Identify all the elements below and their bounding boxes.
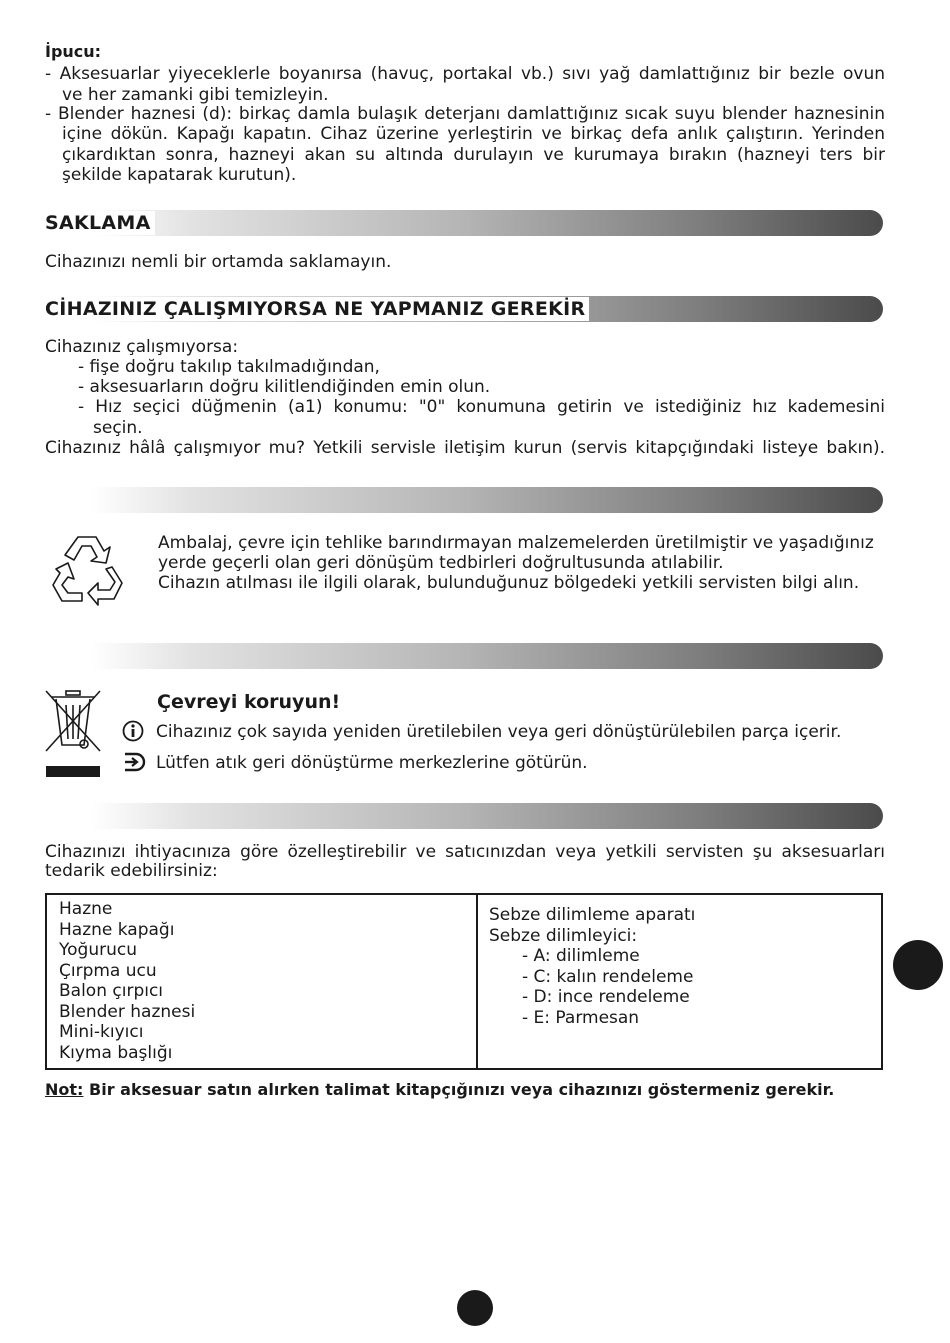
troubleshoot-item-2: - aksesuarların doğru kilitlendiğinden emin olun. xyxy=(78,377,491,397)
accessory-item: Sebze dilimleyici: xyxy=(489,925,638,946)
recycle-icon xyxy=(48,533,128,607)
troubleshoot-intro: Cihazınız çalışmıyorsa: xyxy=(45,337,239,357)
note xyxy=(45,1080,834,1100)
info-text: Cihazınız çok sayıda yeniden üretilebilen veya geri dönüştürülebilen parça içerir. xyxy=(156,722,842,742)
tip-item-2-line-4: şekilde kapatarak kurutun). xyxy=(62,165,297,185)
accessory-subitem: - A: dilimleme xyxy=(522,946,640,966)
accessories-right-cell xyxy=(477,894,882,1069)
tip-item-1-line-2: ve her zamanki gibi temizleyin. xyxy=(62,85,329,105)
accessory-item: Sebze dilimleme aparatı xyxy=(489,905,696,925)
accessory-item: Balon çırpıcı xyxy=(59,981,164,1001)
accessory-item: Hazne kapağı xyxy=(59,919,175,940)
section-bar-environment xyxy=(40,643,883,669)
storage-heading: SAKLAMA xyxy=(45,211,155,235)
troubleshoot-heading: CİHAZINIZ ÇALIŞMIYORSA NE YAPMANIZ GEREKİR xyxy=(45,297,589,321)
crossed-bin-icon xyxy=(44,689,104,779)
tip-title: İpucu: xyxy=(45,42,102,61)
section-bar-packaging xyxy=(40,487,883,513)
accessory-item: Çırpma ucu xyxy=(59,960,157,981)
troubleshoot-outro: Cihazınız hâlâ çalışmıyor mu? Yetkili servisle iletişim kurun (servis kitapçığındaki listeye bakın). xyxy=(45,438,885,458)
accessory-item: Blender haznesi xyxy=(59,1001,196,1022)
storage-text: Cihazınızı nemli bir ortamda saklamayın. xyxy=(45,252,392,272)
troubleshoot-item-1: - fişe doğru takılıp takılmadığından, xyxy=(78,357,380,377)
arrow-text: Lütfen atık geri dönüştürme merkezlerine götürün. xyxy=(156,753,588,773)
accessory-item: Mini-kıyıcı xyxy=(59,1022,144,1042)
tip-item-2-line-2: içine dökün. Kapağı kapatın. Cihaz üzerine yerleştirin ve birkaç defa anlık çalıştırın. Yerinden xyxy=(62,124,885,144)
tip-item-2-line-3: çıkardıktan sonra, hazneyi akan su altında durulayın ve kurumaya bırakın (hazneyi ters bir xyxy=(62,145,885,165)
packaging-line-2: yerde geçerli olan geri dönüşüm tedbirleri doğrultusunda atılabilir. xyxy=(158,553,724,573)
tip-item-1-line-1: - Aksesuarlar yiyeceklerle boyanırsa (havuç, portakal vb.) sıvı yağ damlattığınız bir bezle ovun xyxy=(45,64,885,84)
accessories-intro-line-2: tedarik edebilirsiniz: xyxy=(45,861,218,881)
accessory-subitem: - D: ince rendeleme xyxy=(522,987,690,1007)
section-bar-accessories xyxy=(40,803,883,829)
environment-title: Çevreyi koruyun! xyxy=(157,691,341,713)
accessory-item: Yoğurucu xyxy=(59,940,137,960)
packaging-line-1: Ambalaj, çevre için tehlike barındırmayan malzemelerden üretilmiştir ve yaşadığınız xyxy=(158,533,874,553)
troubleshoot-item-3-cont: seçin. xyxy=(93,418,143,438)
page-side-tab xyxy=(893,940,943,990)
accessory-subitem: - E: Parmesan xyxy=(522,1007,640,1028)
info-icon xyxy=(122,720,144,742)
page-number-badge xyxy=(457,1290,493,1326)
return-arrow-icon xyxy=(122,751,146,773)
tip-item-2-line-1: - Blender haznesi (d): birkaç damla bulaşık deterjanı damlattığınız sıcak suyu blender haznesinin xyxy=(45,104,885,124)
accessories-table xyxy=(45,893,883,1070)
troubleshoot-item-3: - Hız seçici düğmenin (a1) konumu: "0" konumuna getirin ve istediğiniz hız kademesini xyxy=(78,397,885,417)
accessories-intro-line-1: Cihazınızı ihtiyacınıza göre özelleştirebilir ve satıcınızdan veya yetkili servisten şu aksesuarları xyxy=(45,842,885,862)
accessories-left-cell xyxy=(46,894,477,1069)
accessory-subitem: - C: kalın rendeleme xyxy=(522,966,694,987)
accessory-item: Kıyma başlığı xyxy=(59,1042,173,1063)
packaging-line-3: Cihazın atılması ile ilgili olarak, bulunduğunuz bölgedeki yetkili servisten bilgi alın. xyxy=(158,573,860,593)
section-bar-storage xyxy=(40,210,883,236)
accessory-item: Hazne xyxy=(59,899,113,919)
note-text: Bir aksesuar satın alırken talimat kitapçığınızı veya cihazınızı göstermeniz gerekir. xyxy=(83,1080,835,1099)
note-label: Not: xyxy=(45,1080,84,1099)
